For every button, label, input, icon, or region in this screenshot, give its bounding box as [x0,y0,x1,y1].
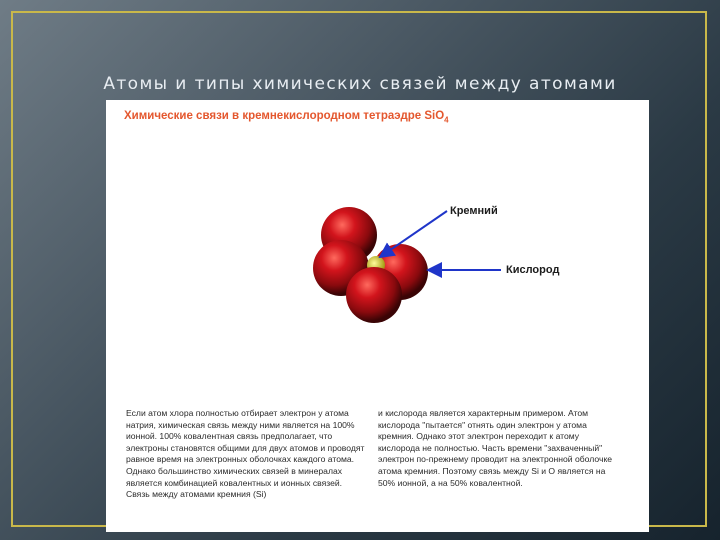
content-panel [106,100,649,532]
silicon-label: Кремний [450,205,498,217]
oxygen-atom-bottom [346,267,402,323]
text-column-left: Если атом хлора полностью отбирает электрон у атома натрия, химическая связь между ними является на 100% ионной. 100% ковалентная связь предполагает, что электроны становятся общими для двух атомов и проводят равное время на электронных оболочках каждого атома. Однако большинство химических связей в минералах является комбинацией ковалентных и ионных связей. Связь между атомами кремния (Si) [126,408,365,500]
sio4-tetrahedron-diagram [106,100,649,400]
panel-heading-text: Химические связи в кремнекислородном тетраэдре SiO [124,110,445,122]
oxygen-label: Кислород [506,264,560,276]
slide-title: Атомы и типы химических связей между атомами [103,74,617,94]
panel-heading-subscript: 4 [444,115,449,125]
text-column-right: и кислорода является характерным примером. Атом кислорода "пытается" отнять один электрон у атома кремния. Однако этот электрон переходит к атому кислорода не полностью. Часть времени "захваченный" электрон по-прежнему проводит на электронной оболочке атома кремния. Поэтому связь между Si и O является на 50% ионной, а на 50% ковалентной. [378,408,613,488]
